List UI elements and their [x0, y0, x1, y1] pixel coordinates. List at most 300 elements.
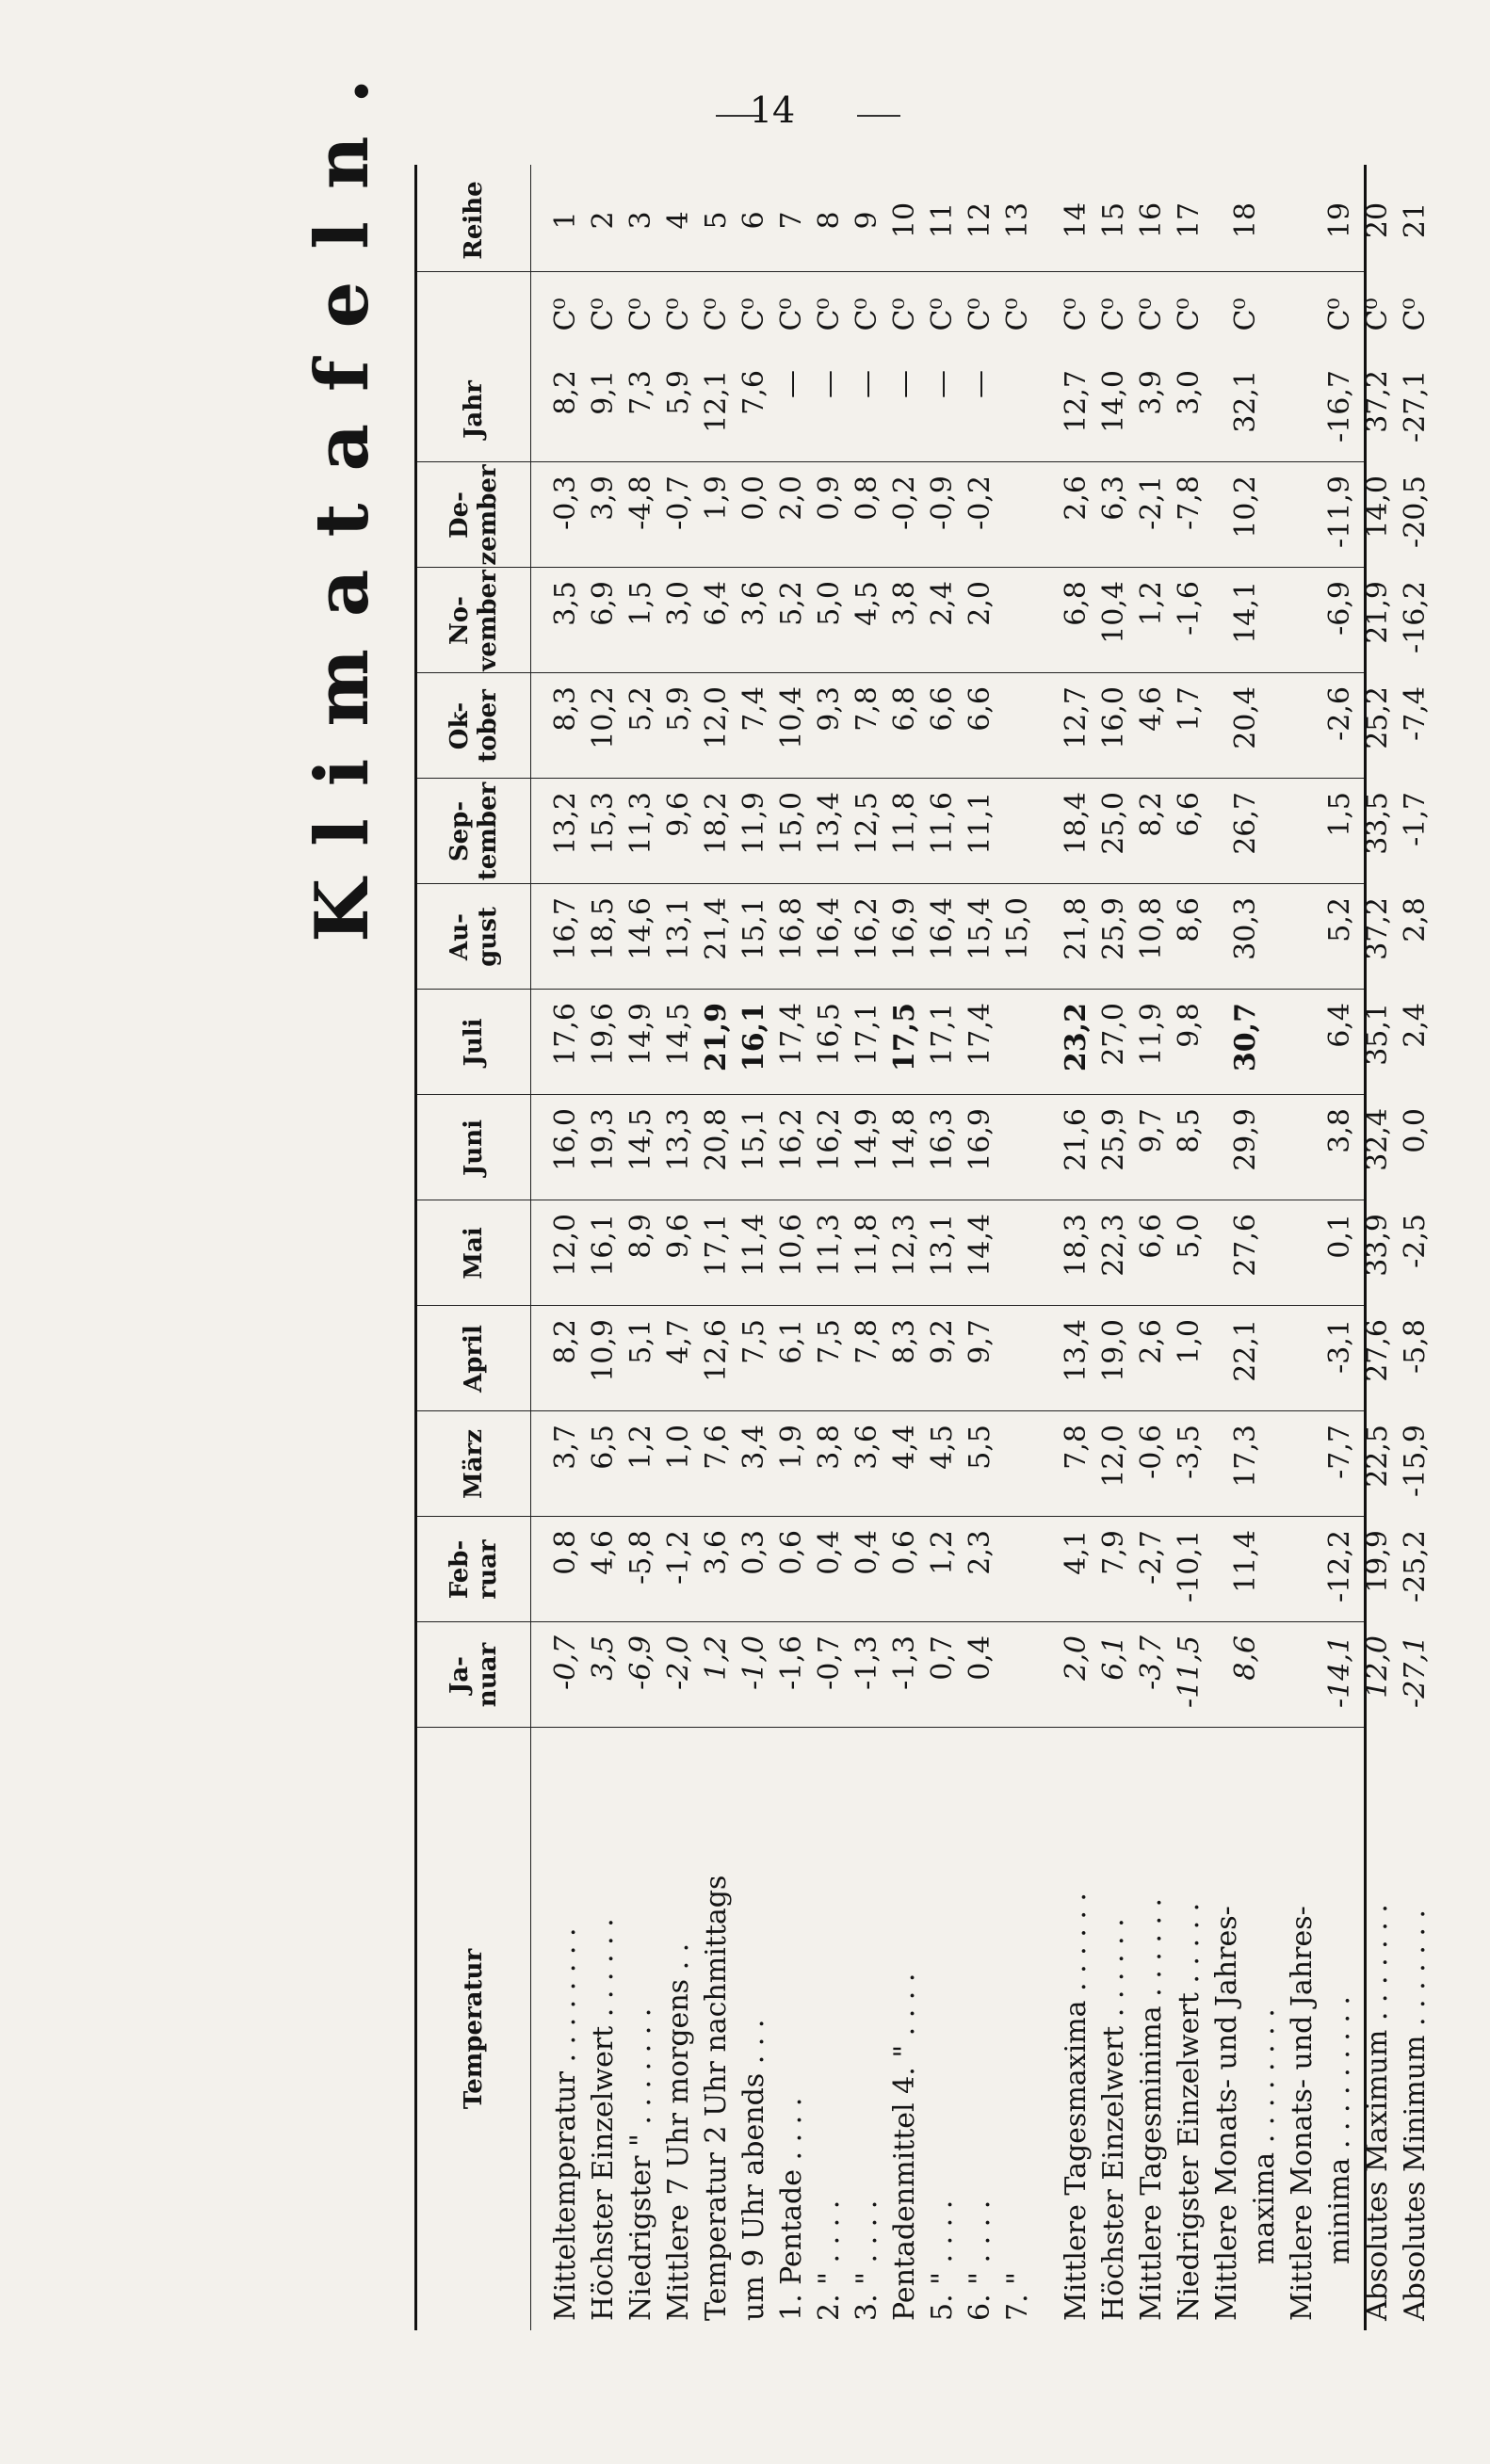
table-cell: 6,6 — [964, 686, 996, 732]
table-cell: 4,5 — [926, 1425, 959, 1470]
table-cell: -7,4 — [1399, 686, 1432, 741]
table-cell: 17,3 — [1229, 1425, 1262, 1488]
table-cell: 0,8 — [850, 475, 883, 521]
table-cell: 25,0 — [1097, 792, 1130, 855]
header-month: Ja- nuar — [445, 1642, 502, 1708]
table-cell: 8,3 — [888, 1319, 921, 1364]
header-month: Feb- ruar — [445, 1539, 502, 1600]
table-cell: 16,4 — [926, 897, 959, 960]
header-month: Sep- tember — [445, 781, 502, 881]
header-month: Ok- tober — [445, 689, 502, 763]
climate-table-rotated — [300, 46, 1432, 2330]
page-number-dash-right — [857, 115, 900, 117]
table-cell: 16,0 — [1097, 686, 1130, 749]
table-cell: -2,6 — [1323, 686, 1356, 741]
table-cell: 16,2 — [813, 1108, 846, 1171]
table-cell: 33,9 — [1361, 1214, 1394, 1277]
table-cell: 1,5 — [1323, 792, 1356, 837]
table-cell: 3,0 — [1173, 370, 1206, 415]
row-label: Mitteltemperatur . . . . . . . . — [549, 1927, 582, 2321]
table-cell: 11,1 — [964, 792, 996, 855]
reihe-cell: 20 — [1361, 201, 1394, 239]
page-number-dash-left — [716, 115, 759, 117]
table-cell: 5,2 — [1323, 897, 1356, 942]
unit-cell: C⁰ — [850, 298, 883, 331]
table-cell: 19,0 — [1097, 1319, 1130, 1382]
table-cell: -11,9 — [1323, 475, 1356, 548]
table-cell: 1,7 — [1173, 686, 1206, 732]
table-cell: -4,8 — [624, 475, 657, 530]
table-cell: 32,1 — [1229, 370, 1262, 433]
table-cell: 16,1 — [737, 1003, 770, 1072]
table-cell: 7,6 — [700, 1425, 733, 1470]
table-cell: 10,4 — [1097, 581, 1130, 644]
reihe-cell: 14 — [1060, 201, 1093, 239]
header-month: April — [460, 1325, 488, 1393]
table-cell: 17,5 — [888, 1003, 921, 1072]
row-label: Mittlere Tagesmaxima . . . . . . — [1060, 1892, 1093, 2321]
unit-cell: C⁰ — [813, 298, 846, 331]
unit-cell: C⁰ — [737, 298, 770, 331]
table-cell: 4,1 — [1060, 1530, 1093, 1575]
row-label: 7. " — [1001, 2272, 1034, 2321]
table-cell: 2,0 — [775, 475, 808, 521]
unit-cell: C⁰ — [1097, 298, 1130, 331]
table-cell: 9,3 — [813, 686, 846, 732]
table-cell: 0,0 — [1399, 1108, 1432, 1153]
header-month: Au- gust — [445, 907, 502, 967]
row-label: 5. " . . . . — [926, 2199, 959, 2321]
reihe-cell: 10 — [888, 201, 921, 239]
table-cell: 4,6 — [1135, 686, 1168, 732]
table-cell: 3,5 — [549, 581, 582, 626]
table-cell: 1,2 — [624, 1425, 657, 1470]
table-cell: 6,1 — [1097, 1635, 1130, 1681]
table-cell: 2,3 — [964, 1530, 996, 1575]
table-cell: 7,3 — [624, 370, 657, 415]
table-cell: 15,1 — [737, 897, 770, 960]
table-cell: 3,8 — [1323, 1108, 1356, 1153]
row-label: Pentadenmittel 4. " . . . . — [888, 1973, 921, 2321]
row-label: 6. " . . . . — [964, 2199, 996, 2321]
table-cell: 6,6 — [1173, 792, 1206, 837]
table-cell: -2,5 — [1399, 1214, 1432, 1268]
reihe-cell: 4 — [662, 211, 695, 230]
unit-cell: C⁰ — [624, 298, 657, 331]
table-cell: 16,0 — [549, 1108, 582, 1171]
table-cell: 9,7 — [964, 1319, 996, 1364]
table-cell: 3,9 — [1135, 370, 1168, 415]
reihe-cell: 15 — [1097, 201, 1130, 239]
table-cell: 11,4 — [737, 1214, 770, 1277]
table-cell: 19,3 — [587, 1108, 620, 1171]
row-label: Temperatur 2 Uhr nachmittags — [700, 1875, 733, 2321]
table-cell: 22,5 — [1361, 1425, 1394, 1488]
table-cell: 2,6 — [1060, 475, 1093, 521]
table-cell: 3,6 — [700, 1530, 733, 1575]
table-cell: 12,0 — [1097, 1425, 1130, 1488]
table-cell: 12,7 — [1060, 370, 1093, 433]
table-cell: 4,5 — [850, 581, 883, 626]
table-cell: 8,2 — [549, 1319, 582, 1364]
table-cell: 14,0 — [1361, 475, 1394, 539]
table-cell: 0,3 — [737, 1530, 770, 1575]
table-cell: 26,7 — [1229, 792, 1262, 855]
table-cell: 3,7 — [549, 1425, 582, 1470]
table-cell: 12,6 — [700, 1319, 733, 1382]
row-label: 3. " . . . . — [850, 2199, 883, 2321]
table-cell: 15,0 — [1001, 897, 1034, 960]
table-cell: 16,9 — [964, 1108, 996, 1171]
table-cell: 22,1 — [1229, 1319, 1262, 1382]
table-cell: -11,5 — [1173, 1635, 1206, 1708]
table-cell: 11,4 — [1229, 1530, 1262, 1593]
table-cell: 23,2 — [1060, 1003, 1093, 1072]
table-cell: 6,9 — [587, 581, 620, 626]
reihe-cell: 3 — [624, 211, 657, 230]
table-cell: 7,5 — [737, 1319, 770, 1364]
row-label: Absolutes Minimum . . . . . . . — [1399, 1909, 1432, 2321]
table-cell: -14,1 — [1323, 1635, 1356, 1708]
table-cell: 2,8 — [1399, 897, 1432, 942]
table-cell: 13,4 — [1060, 1319, 1093, 1382]
table-cell: -6,9 — [1323, 581, 1356, 636]
unit-cell: C⁰ — [587, 298, 620, 331]
table-cell: -7,7 — [1323, 1425, 1356, 1479]
table-cell: 16,8 — [775, 897, 808, 960]
header-divider — [530, 165, 531, 2330]
table-cell: 5,2 — [624, 686, 657, 732]
table-cell: — — [888, 370, 921, 398]
table-cell: 21,4 — [700, 897, 733, 960]
table-cell: 12,1 — [700, 370, 733, 433]
row-label: 2. " . . . . — [813, 2199, 846, 2321]
table-cell: -0,7 — [813, 1635, 846, 1690]
unit-cell: C⁰ — [1229, 298, 1262, 331]
table-cell: 19,6 — [587, 1003, 620, 1066]
header-month: De- zember — [445, 464, 502, 566]
table-cell: 10,9 — [587, 1319, 620, 1382]
table-cell: 8,2 — [549, 370, 582, 415]
unit-cell: C⁰ — [888, 298, 921, 331]
table-cell: 37,2 — [1361, 897, 1394, 960]
table-cell: 16,4 — [813, 897, 846, 960]
table-cell: -20,5 — [1399, 475, 1432, 548]
table-cell: 6,4 — [1323, 1003, 1356, 1048]
table-cell: 3,5 — [587, 1635, 620, 1681]
table-cell: 14,0 — [1097, 370, 1130, 433]
table-cell: 0,9 — [813, 475, 846, 521]
table-cell: 29,9 — [1229, 1108, 1262, 1171]
table-cell: -2,7 — [1135, 1530, 1168, 1585]
table-cell: 8,9 — [624, 1214, 657, 1259]
table-cell: 14,6 — [624, 897, 657, 960]
table-cell: 16,1 — [587, 1214, 620, 1277]
table-cell: -1,3 — [850, 1635, 883, 1690]
table-cell: 3,0 — [662, 581, 695, 626]
table-cell: 10,6 — [775, 1214, 808, 1277]
table-cell: 12,5 — [850, 792, 883, 855]
table-cell: -0,2 — [888, 475, 921, 530]
table-cell: -1,6 — [775, 1635, 808, 1690]
table-cell: 0,1 — [1323, 1214, 1356, 1259]
table-cell: 0,4 — [964, 1635, 996, 1681]
table-cell: 7,5 — [813, 1319, 846, 1364]
table-cell: 0,4 — [850, 1530, 883, 1575]
page-number: 14 — [749, 89, 796, 131]
table-cell: 11,8 — [850, 1214, 883, 1277]
table-cell: 17,4 — [775, 1003, 808, 1066]
table-cell: 4,4 — [888, 1425, 921, 1470]
unit-cell: C⁰ — [1135, 298, 1168, 331]
unit-cell: C⁰ — [1001, 298, 1034, 331]
reihe-cell: 5 — [700, 211, 733, 230]
table-cell: -3,7 — [1135, 1635, 1168, 1690]
table-cell: 5,0 — [1173, 1214, 1206, 1259]
table-cell: 1,0 — [1173, 1319, 1206, 1364]
table-cell: 16,7 — [549, 897, 582, 960]
row-label: Mittlere Monats- und Jahres- — [1286, 1906, 1319, 2321]
reihe-cell: 19 — [1323, 201, 1356, 239]
table-cell: 1,2 — [926, 1530, 959, 1575]
table-cell: 0,4 — [813, 1530, 846, 1575]
table-cell: 9,7 — [1135, 1108, 1168, 1153]
table-cell: 25,2 — [1361, 686, 1394, 749]
table-cell: 3,4 — [737, 1425, 770, 1470]
unit-cell: C⁰ — [1361, 298, 1394, 331]
table-cell: 14,4 — [964, 1214, 996, 1277]
table-cell: 21,6 — [1060, 1108, 1093, 1171]
table-cell: 4,7 — [662, 1319, 695, 1364]
reihe-cell: 18 — [1229, 201, 1262, 239]
unit-cell: C⁰ — [1323, 298, 1356, 331]
table-cell: — — [775, 370, 808, 398]
table-cell: -12,2 — [1323, 1530, 1356, 1602]
table-cell: 14,8 — [888, 1108, 921, 1171]
row-label: Absolutes Maximum . . . . . . . — [1361, 1904, 1394, 2321]
table-cell: 18,2 — [700, 792, 733, 855]
table-cell: 2,0 — [1060, 1635, 1093, 1681]
reihe-cell: 7 — [775, 211, 808, 230]
table-cell: 16,2 — [850, 897, 883, 960]
table-cell: 6,6 — [926, 686, 959, 732]
table-cell: 5,1 — [624, 1319, 657, 1364]
table-cell: 3,9 — [587, 475, 620, 521]
table-cell: -0,7 — [549, 1635, 582, 1690]
table-cell: 6,5 — [587, 1425, 620, 1470]
table-cell: 21,8 — [1060, 897, 1093, 960]
reihe-cell: 1 — [549, 211, 582, 230]
table-cell: 9,2 — [926, 1319, 959, 1364]
table-cell: -0,3 — [549, 475, 582, 530]
table-cell: 11,3 — [624, 792, 657, 855]
table-cell: 1,2 — [1135, 581, 1168, 626]
unit-cell: C⁰ — [926, 298, 959, 331]
reihe-cell: 13 — [1001, 201, 1034, 239]
row-label: Mittlere Monats- und Jahres- — [1210, 1906, 1243, 2321]
table-cell: 9,6 — [662, 792, 695, 837]
table-cell: 8,6 — [1229, 1635, 1262, 1681]
reihe-cell: 17 — [1173, 201, 1206, 239]
table-cell: 13,1 — [926, 1214, 959, 1277]
table-cell: 1,5 — [624, 581, 657, 626]
table-cell: -5,8 — [624, 1530, 657, 1585]
header-month: Juni — [460, 1119, 488, 1176]
table-cell: 0,7 — [926, 1635, 959, 1681]
table-cell: 11,3 — [813, 1214, 846, 1277]
table-cell: 27,6 — [1361, 1319, 1394, 1382]
table-cell: -5,8 — [1399, 1319, 1432, 1374]
reihe-cell: 21 — [1399, 201, 1432, 239]
table-cell: -16,2 — [1399, 581, 1432, 653]
table-cell: 6,1 — [775, 1319, 808, 1364]
table-cell: 12,0 — [1361, 1635, 1394, 1699]
reihe-cell: 11 — [926, 201, 959, 239]
table-cell: 5,2 — [775, 581, 808, 626]
table-cell: -25,2 — [1399, 1530, 1432, 1602]
unit-cell: C⁰ — [775, 298, 808, 331]
table-cell: 19,9 — [1361, 1530, 1394, 1593]
table-cell: — — [813, 370, 846, 398]
row-label-continued: maxima . . . . . . . . — [1248, 2008, 1281, 2264]
table-cell: 11,9 — [1135, 1003, 1168, 1066]
table-cell: -7,8 — [1173, 475, 1206, 530]
table-cell: 15,0 — [775, 792, 808, 855]
table-cell: 6,4 — [700, 581, 733, 626]
table-cell: 5,5 — [964, 1425, 996, 1470]
table-cell: 14,1 — [1229, 581, 1262, 644]
table-cell: 22,3 — [1097, 1214, 1130, 1277]
table-cell: — — [926, 370, 959, 398]
table-cell: 0,0 — [737, 475, 770, 521]
table-cell: 33,5 — [1361, 792, 1394, 855]
row-label: Niedrigster " . . . . . . . — [624, 2007, 657, 2321]
table-cell: 17,1 — [850, 1003, 883, 1066]
table-cell: 15,1 — [737, 1108, 770, 1171]
table-cell: 25,9 — [1097, 897, 1130, 960]
table-cell: 27,0 — [1097, 1003, 1130, 1066]
table-cell: 18,4 — [1060, 792, 1093, 855]
climate-table — [414, 165, 1432, 2330]
table-cell: -2,1 — [1135, 475, 1168, 530]
header-reihe: Reihe — [460, 181, 488, 260]
table-cell: 17,6 — [549, 1003, 582, 1066]
table-cell: 3,8 — [813, 1425, 846, 1470]
table-cell: 5,9 — [662, 370, 695, 415]
table-cell: 11,9 — [737, 792, 770, 855]
table-cell: 5,9 — [662, 686, 695, 732]
table-cell: 8,2 — [1135, 792, 1168, 837]
reihe-cell: 16 — [1135, 201, 1168, 239]
table-cell: 16,9 — [888, 897, 921, 960]
table-cell: 2,6 — [1135, 1319, 1168, 1364]
table-cell: 1,0 — [662, 1425, 695, 1470]
table-cell: 30,3 — [1229, 897, 1262, 960]
row-label: Mittlere 7 Uhr morgens . . — [662, 1942, 695, 2321]
row-label: 1. Pentade . . . . — [775, 2097, 808, 2321]
reihe-cell: 2 — [587, 211, 620, 230]
table-cell: 2,4 — [926, 581, 959, 626]
row-label: Höchster Einzelwert . . . . . . — [587, 1918, 620, 2321]
table-cell: 8,6 — [1173, 897, 1206, 942]
table-cell: 10,2 — [587, 686, 620, 749]
reihe-cell: 12 — [964, 201, 996, 239]
table-cell: 12,7 — [1060, 686, 1093, 749]
reihe-cell: 6 — [737, 211, 770, 230]
table-cell: 1,9 — [775, 1425, 808, 1470]
table-cell: 1,9 — [700, 475, 733, 521]
table-cell: 2,0 — [964, 581, 996, 626]
table-cell: 20,4 — [1229, 686, 1262, 749]
table-cell: 7,9 — [1097, 1530, 1130, 1575]
table-cell: 9,1 — [587, 370, 620, 415]
table-cell: 7,8 — [1060, 1425, 1093, 1470]
table-cell: -1,3 — [888, 1635, 921, 1690]
table-cell: 7,4 — [737, 686, 770, 732]
reihe-cell: 8 — [813, 211, 846, 230]
table-cell: 17,4 — [964, 1003, 996, 1066]
table-cell: 3,8 — [888, 581, 921, 626]
table-cell: 10,2 — [1229, 475, 1262, 539]
table-cell: 16,3 — [926, 1108, 959, 1171]
table-cell: 13,2 — [549, 792, 582, 855]
table-cell: 6,6 — [1135, 1214, 1168, 1259]
table-cell: 35,1 — [1361, 1003, 1394, 1066]
table-cell: -27,1 — [1399, 370, 1432, 443]
row-label: um 9 Uhr abends . . . — [737, 2019, 770, 2321]
table-cell: -10,1 — [1173, 1530, 1206, 1602]
row-label-continued: minima . . . . . . . . . — [1323, 1996, 1356, 2264]
table-cell: 8,3 — [549, 686, 582, 732]
table-cell: 13,1 — [662, 897, 695, 960]
table-cell: -0,9 — [926, 475, 959, 530]
unit-cell: C⁰ — [1173, 298, 1206, 331]
header-month: No- vember — [445, 570, 502, 671]
row-label: Mittlere Tagesminima . . . . . . — [1135, 1897, 1168, 2321]
table-cell: 20,8 — [700, 1108, 733, 1171]
header-temperatur: Temperatur — [460, 1948, 488, 2110]
table-cell: -6,9 — [624, 1635, 657, 1690]
table-cell: 14,5 — [624, 1108, 657, 1171]
table-cell: 14,5 — [662, 1003, 695, 1066]
table-cell: 3,6 — [737, 581, 770, 626]
table-cell: 15,4 — [964, 897, 996, 960]
table-cell: -0,2 — [964, 475, 996, 530]
table-cell: 10,4 — [775, 686, 808, 749]
table-cell: 7,8 — [850, 686, 883, 732]
table-cell: 16,5 — [813, 1003, 846, 1066]
table-cell: -1,6 — [1173, 581, 1206, 636]
table-cell: 17,1 — [926, 1003, 959, 1066]
table-cell: 17,1 — [700, 1214, 733, 1277]
table-cell: 25,9 — [1097, 1108, 1130, 1171]
table-cell: 13,4 — [813, 792, 846, 855]
table-cell: 9,8 — [1173, 1003, 1206, 1048]
table-cell: -16,7 — [1323, 370, 1356, 443]
unit-cell: C⁰ — [549, 298, 582, 331]
table-cell: -3,5 — [1173, 1425, 1206, 1479]
table-cell: — — [850, 370, 883, 398]
unit-cell: C⁰ — [1060, 298, 1093, 331]
table-cell: 21,9 — [700, 1003, 733, 1072]
table-cell: 6,8 — [1060, 581, 1093, 626]
table-cell: 14,9 — [624, 1003, 657, 1066]
table-cell: 5,0 — [813, 581, 846, 626]
table-cell: 12,0 — [549, 1214, 582, 1277]
table-cell: 16,2 — [775, 1108, 808, 1171]
table-cell: 18,3 — [1060, 1214, 1093, 1277]
table-cell: 1,2 — [700, 1635, 733, 1681]
